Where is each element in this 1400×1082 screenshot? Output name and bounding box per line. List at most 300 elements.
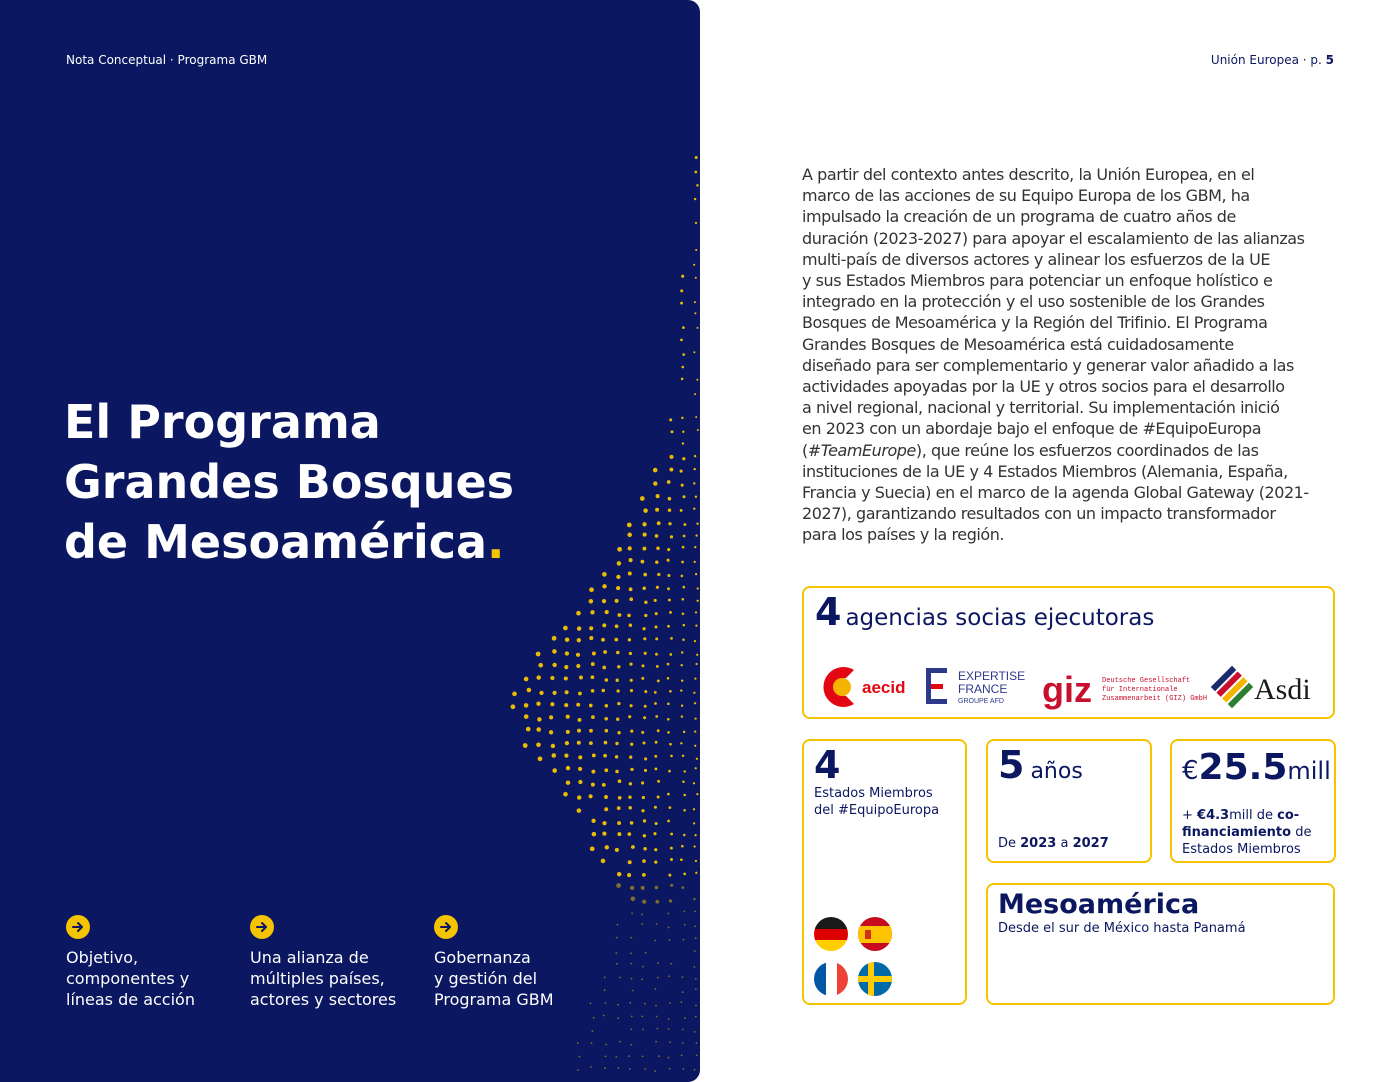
anios-number: 5 [998,743,1025,787]
decorative-dot [696,793,698,795]
body-line: duración (2023-2027) para apoyar el escalamiento de las alianzas [802,228,1305,248]
decorative-dot [669,1041,671,1043]
decorative-dot [641,781,644,784]
decorative-dot [671,430,674,433]
decorative-dot [642,900,646,904]
decorative-dot [694,301,696,303]
decorative-dot [645,952,647,954]
cofinancing-amount: €4.3 [1197,808,1230,823]
decorative-dot [617,872,622,877]
decorative-dot [643,834,646,837]
decorative-dot [694,1031,696,1033]
decorative-dot [552,768,557,773]
decorative-dot [601,859,606,864]
expertise-line-1: EXPERTISE [958,669,1026,683]
decorative-dot [627,832,631,836]
body-line: ), que reúne los esfuerzos coordinados de las [915,440,1259,460]
decorative-dot [680,689,682,691]
decorative-dot [694,950,696,952]
decorative-dot [668,1028,670,1030]
decorative-dot [656,1028,658,1030]
anios-range [998,836,1109,851]
decorative-dot [630,937,632,939]
decorative-dot [629,624,632,627]
decorative-dot [630,952,632,954]
decorative-dot [668,497,672,501]
decorative-dot [630,730,633,733]
decorative-dot [628,806,632,810]
decorative-dot [694,745,696,747]
decorative-dot [643,573,647,577]
decorative-dot [628,546,632,550]
decorative-dot [683,1068,685,1070]
decorative-dot [682,1029,684,1031]
decorative-dot [694,546,696,548]
decorative-dot [642,1029,644,1031]
arrow-right-icon [434,915,458,939]
asdi-logo [1211,666,1311,708]
decorative-dot [640,496,645,501]
decorative-dot [655,626,658,629]
agencias-heading [815,590,1154,634]
decorative-dot [694,717,696,719]
decorative-dot [604,741,608,745]
decorative-dot [641,731,644,734]
decorative-dot [683,495,686,498]
header-left: Nota Conceptual · Programa GBM [66,53,268,67]
decorative-dot [682,976,684,978]
body-line: actividades apoyadas por la UE y otros socios para el desarrollo [802,377,1285,397]
decorative-dot [667,793,670,796]
body-line: 2027), garantizando resultados con un impacto transformador [802,504,1276,524]
decorative-dot [641,560,645,564]
decorative-dot [680,742,682,744]
decorative-dot [563,792,568,797]
decorative-dot [629,782,632,785]
decorative-dot [667,574,670,577]
decorative-dot [667,913,669,915]
decorative-dot [605,1044,607,1046]
decorative-dot [669,690,672,693]
decorative-dot [683,939,685,941]
decorative-dot [696,654,698,656]
decorative-dot [681,561,684,564]
decorative-dot [603,754,607,758]
decorative-dot [564,676,568,680]
anios-range-mid: a [1056,836,1073,851]
decorative-dot [693,508,695,510]
decorative-dot [616,718,619,721]
decorative-dot [602,623,606,627]
sweden-flag-icon [858,962,892,997]
decorative-dot [694,393,696,395]
decorative-dot [552,753,557,758]
hashtag-teameurope: #TeamEurope [807,440,916,460]
decorative-dot [656,494,660,498]
decorative-dot [578,692,582,696]
decorative-dot [641,677,644,680]
body-line: diseñado para ser complementario y generar valor añadido a las [802,355,1294,375]
decorative-dot [616,575,620,579]
title-line-1: El Programa [64,395,381,449]
germany-flag-icon [814,917,848,952]
decorative-dot [683,731,685,733]
nav-link-label [434,947,604,1010]
decorative-dot [655,637,658,640]
decorative-dot [643,533,647,537]
decorative-dot [628,860,632,864]
decorative-dot [669,806,672,809]
decorative-dot [682,755,684,757]
decorative-dot [669,899,672,902]
decorative-dot [577,741,581,745]
decorative-dot [653,468,658,473]
decorative-dot [617,665,620,668]
nav-link-alianza[interactable] [250,915,420,1010]
decorative-dot [630,768,633,771]
page-number: 5 [1325,53,1334,67]
decorative-dot [680,664,682,666]
decorative-dot [655,1041,657,1043]
arrow-right-icon [250,915,274,939]
region-card [986,883,1335,1005]
decorative-dot [683,873,686,876]
decorative-dot [605,729,609,733]
cofinancing-unit: mill de [1229,808,1278,823]
decorative-dot [693,264,695,266]
decorative-dot [669,455,673,459]
decorative-dot [564,703,568,707]
decorative-dot [629,597,633,601]
decorative-dot [628,715,631,718]
body-line: instituciones de la UE y 4 Estados Miembros (Alemania, España, [802,461,1288,481]
decorative-dot [683,624,686,627]
decorative-dot [695,663,697,665]
decorative-dot [589,729,593,733]
nav-label-line: y gestión del [434,969,538,988]
decorative-dot [629,1002,631,1004]
decorative-dot [695,624,697,626]
expertise-france-logo [926,668,1025,705]
decorative-dot [629,558,633,562]
nav-label-line: Gobernanza [434,948,531,967]
decorative-dot [627,523,632,528]
decorative-dot [539,691,543,695]
decorative-dot [565,651,569,655]
decorative-dot [628,1055,630,1057]
decorative-dot [656,1016,658,1018]
decorative-dot [694,1069,696,1071]
decorative-dot [695,156,698,159]
aecid-wordmark: aecid [862,678,906,697]
decorative-dot [681,651,683,653]
decorative-dot [576,703,580,707]
decorative-dot [605,610,609,614]
decorative-dot [602,821,606,825]
decorative-dot [654,691,657,694]
decorative-dot [578,755,582,759]
decorative-dot [657,680,660,683]
decorative-dot [694,171,697,174]
decorative-dot [511,704,516,709]
agencias-card [802,586,1335,719]
decorative-dot [670,963,672,965]
decorative-dot [695,937,697,939]
decorative-dot [655,508,659,512]
decorative-dot [667,677,670,680]
decorative-dot [680,1001,682,1003]
decorative-dot [602,572,607,577]
decorative-dot [631,913,633,915]
decorative-dot [590,610,594,614]
decorative-dot [630,679,633,682]
estados-label-line: Estados Miembros [814,786,933,801]
decorative-dot [680,302,683,305]
decorative-dot [617,1017,619,1019]
decorative-dot [604,795,608,799]
decorative-dot [654,848,657,851]
decorative-dot [627,873,631,877]
decorative-dot [536,743,541,748]
decorative-dot [654,599,657,602]
decorative-dot [641,978,643,980]
decorative-dot [680,470,683,473]
decorative-dot [550,676,554,680]
decorative-dot [694,834,696,836]
decorative-dot [617,924,619,926]
title-line-3: de Mesoamérica [64,515,488,569]
decorative-dot [630,1044,632,1046]
decorative-dot [642,627,645,630]
decorative-dot [641,913,643,915]
decorative-dot [682,457,685,460]
decorative-dot [603,1015,605,1017]
anios-label: años [1030,759,1083,784]
decorative-dot [669,653,672,656]
decorative-dot [577,638,581,642]
decorative-dot [682,598,685,601]
body-line: Grandes Bosques de Mesoamérica está cuidadosamente [802,334,1234,354]
decorative-dot [694,911,696,913]
decorative-dot [577,1069,579,1071]
decorative-dot [694,198,696,200]
estados-card [802,739,967,1005]
decorative-dot [578,767,582,771]
anios-from: 2023 [1020,836,1057,851]
decorative-dot [552,649,557,654]
decorative-dot [642,859,646,863]
decorative-dot [641,809,644,812]
nav-label-line: actores y sectores [250,990,397,1009]
body-line: a nivel regional, nacional y territorial. Su implementación inició [802,398,1280,418]
decorative-dot [576,653,580,657]
decorative-dot [644,690,647,693]
decorative-dot [605,1056,607,1058]
decorative-dot [681,575,684,578]
decorative-dot [603,650,607,654]
decorative-dot [591,675,595,679]
decorative-dot [655,612,658,615]
decorative-dot [565,637,570,642]
decorative-dot [668,522,671,525]
decorative-dot [693,692,695,694]
decorative-dot [695,573,697,575]
decorative-dot [670,535,673,538]
decorative-dot [644,652,647,655]
decorative-dot [589,704,593,708]
decorative-dot [644,614,647,617]
decorative-dot [695,978,697,980]
nav-link-objetivo[interactable] [66,915,236,1010]
decorative-dot [616,689,619,692]
decorative-dot [669,939,671,941]
decorative-dot [630,821,634,825]
decorative-dot [643,637,646,640]
decorative-dot [667,587,670,590]
decorative-dot [579,1056,581,1058]
decorative-dot [630,689,633,692]
decorative-dot [591,783,595,787]
decorative-dot [604,1067,606,1069]
decorative-dot [694,677,696,679]
decorative-dot [670,755,673,758]
decorative-dot [616,651,620,655]
decorative-dot [590,1066,592,1068]
decorative-dot [667,625,670,628]
decorative-dot [604,989,606,991]
decorative-dot [629,662,632,665]
agencias-number: 4 [815,590,842,634]
decorative-dot [694,730,696,732]
decorative-dot [618,796,622,800]
decorative-dot [683,834,686,837]
decorative-dot [631,978,633,980]
decorative-dot [684,1017,686,1019]
decorative-dot [617,821,621,825]
decorative-dot [683,535,686,538]
decorative-dot [668,599,671,602]
decorative-dot [694,925,696,927]
decorative-dot [694,455,696,457]
funding-card [1170,739,1336,863]
decorative-dot [655,822,658,825]
decorative-dot [681,484,684,487]
decorative-dot [619,1041,621,1043]
decorative-dot [668,927,670,929]
decorative-dot [641,1016,643,1018]
nav-label-line: múltiples países, [250,969,385,988]
decorative-dot [564,753,568,757]
decorative-dot [669,1068,671,1070]
anios-heading [998,743,1083,787]
decorative-dot [589,794,593,798]
agency-logos [812,662,1327,712]
decorative-dot [683,794,686,797]
decorative-dot [683,809,686,812]
body-line: Francia y Suecia) en el marco de la agenda Global Gateway (2021- [802,483,1309,503]
decorative-dot [682,991,684,993]
decorative-dot [669,468,673,472]
decorative-dot [653,832,656,835]
decorative-dot [552,636,557,641]
decorative-dot [616,586,620,590]
decorative-dot [667,548,670,551]
decorative-dot [668,975,670,977]
decorative-dot [683,911,685,913]
decorative-dot [695,988,697,990]
decorative-dot [616,679,619,682]
decorative-dot [655,741,658,744]
decorative-dot [681,417,683,419]
decorative-dot [536,675,540,679]
decorative-dot [604,807,608,811]
expertise-line-3: GROUPE AFD [958,698,1004,705]
decorative-dot [524,714,529,719]
decorative-dot [563,626,568,631]
decorative-dot [657,729,660,732]
decorative-dot [614,638,618,642]
decorative-dot [615,848,619,852]
decorative-dot [526,727,531,732]
decorative-dot [658,1055,660,1057]
decorative-dot [615,1056,617,1058]
decorative-dot [682,546,685,549]
decorative-dot [615,770,619,774]
aecid-logo [823,667,905,707]
giz-line-3: Zusammenarbeit (GIZ) GmbH [1102,695,1208,703]
decorative-dot [669,611,672,614]
anios-range-prefix: De [998,836,1021,851]
decorative-dot [693,898,695,900]
decorative-dot [577,795,581,799]
decorative-dot [657,796,660,799]
decorative-dot [591,1042,593,1044]
decorative-dot [695,534,697,536]
decorative-dot [681,679,683,681]
decorative-dot [667,663,670,666]
nav-label-line: componentes y [66,969,190,988]
decorative-dot [617,731,620,734]
decorative-dot [537,717,541,721]
decorative-dot [605,704,609,708]
nav-label-line: Objetivo, [66,948,139,967]
nav-link-gobernanza[interactable] [434,915,604,1010]
arrow-right-icon [66,915,90,939]
decorative-dot [602,584,606,588]
nav-link-label [66,947,236,1010]
decorative-dot [654,755,657,758]
decorative-dot [602,666,606,670]
decorative-dot [695,416,697,418]
decorative-dot [628,638,631,641]
decorative-dot [578,718,582,722]
decorative-dot [683,770,685,772]
decorative-dot [538,663,543,668]
decorative-dot [668,1057,670,1059]
decorative-dot [527,688,532,693]
decorative-dot [694,312,696,314]
decorative-dot [681,1054,683,1056]
decorative-dot [632,990,634,992]
decorative-dot [693,845,695,847]
decorative-dot [604,768,608,772]
decorative-dot [592,652,596,656]
decorative-dot [631,845,635,849]
decorative-dot [694,640,696,642]
decorative-dot [694,966,696,968]
title-line-2: Grandes Bosques [64,455,515,509]
decorative-dot [630,886,634,890]
